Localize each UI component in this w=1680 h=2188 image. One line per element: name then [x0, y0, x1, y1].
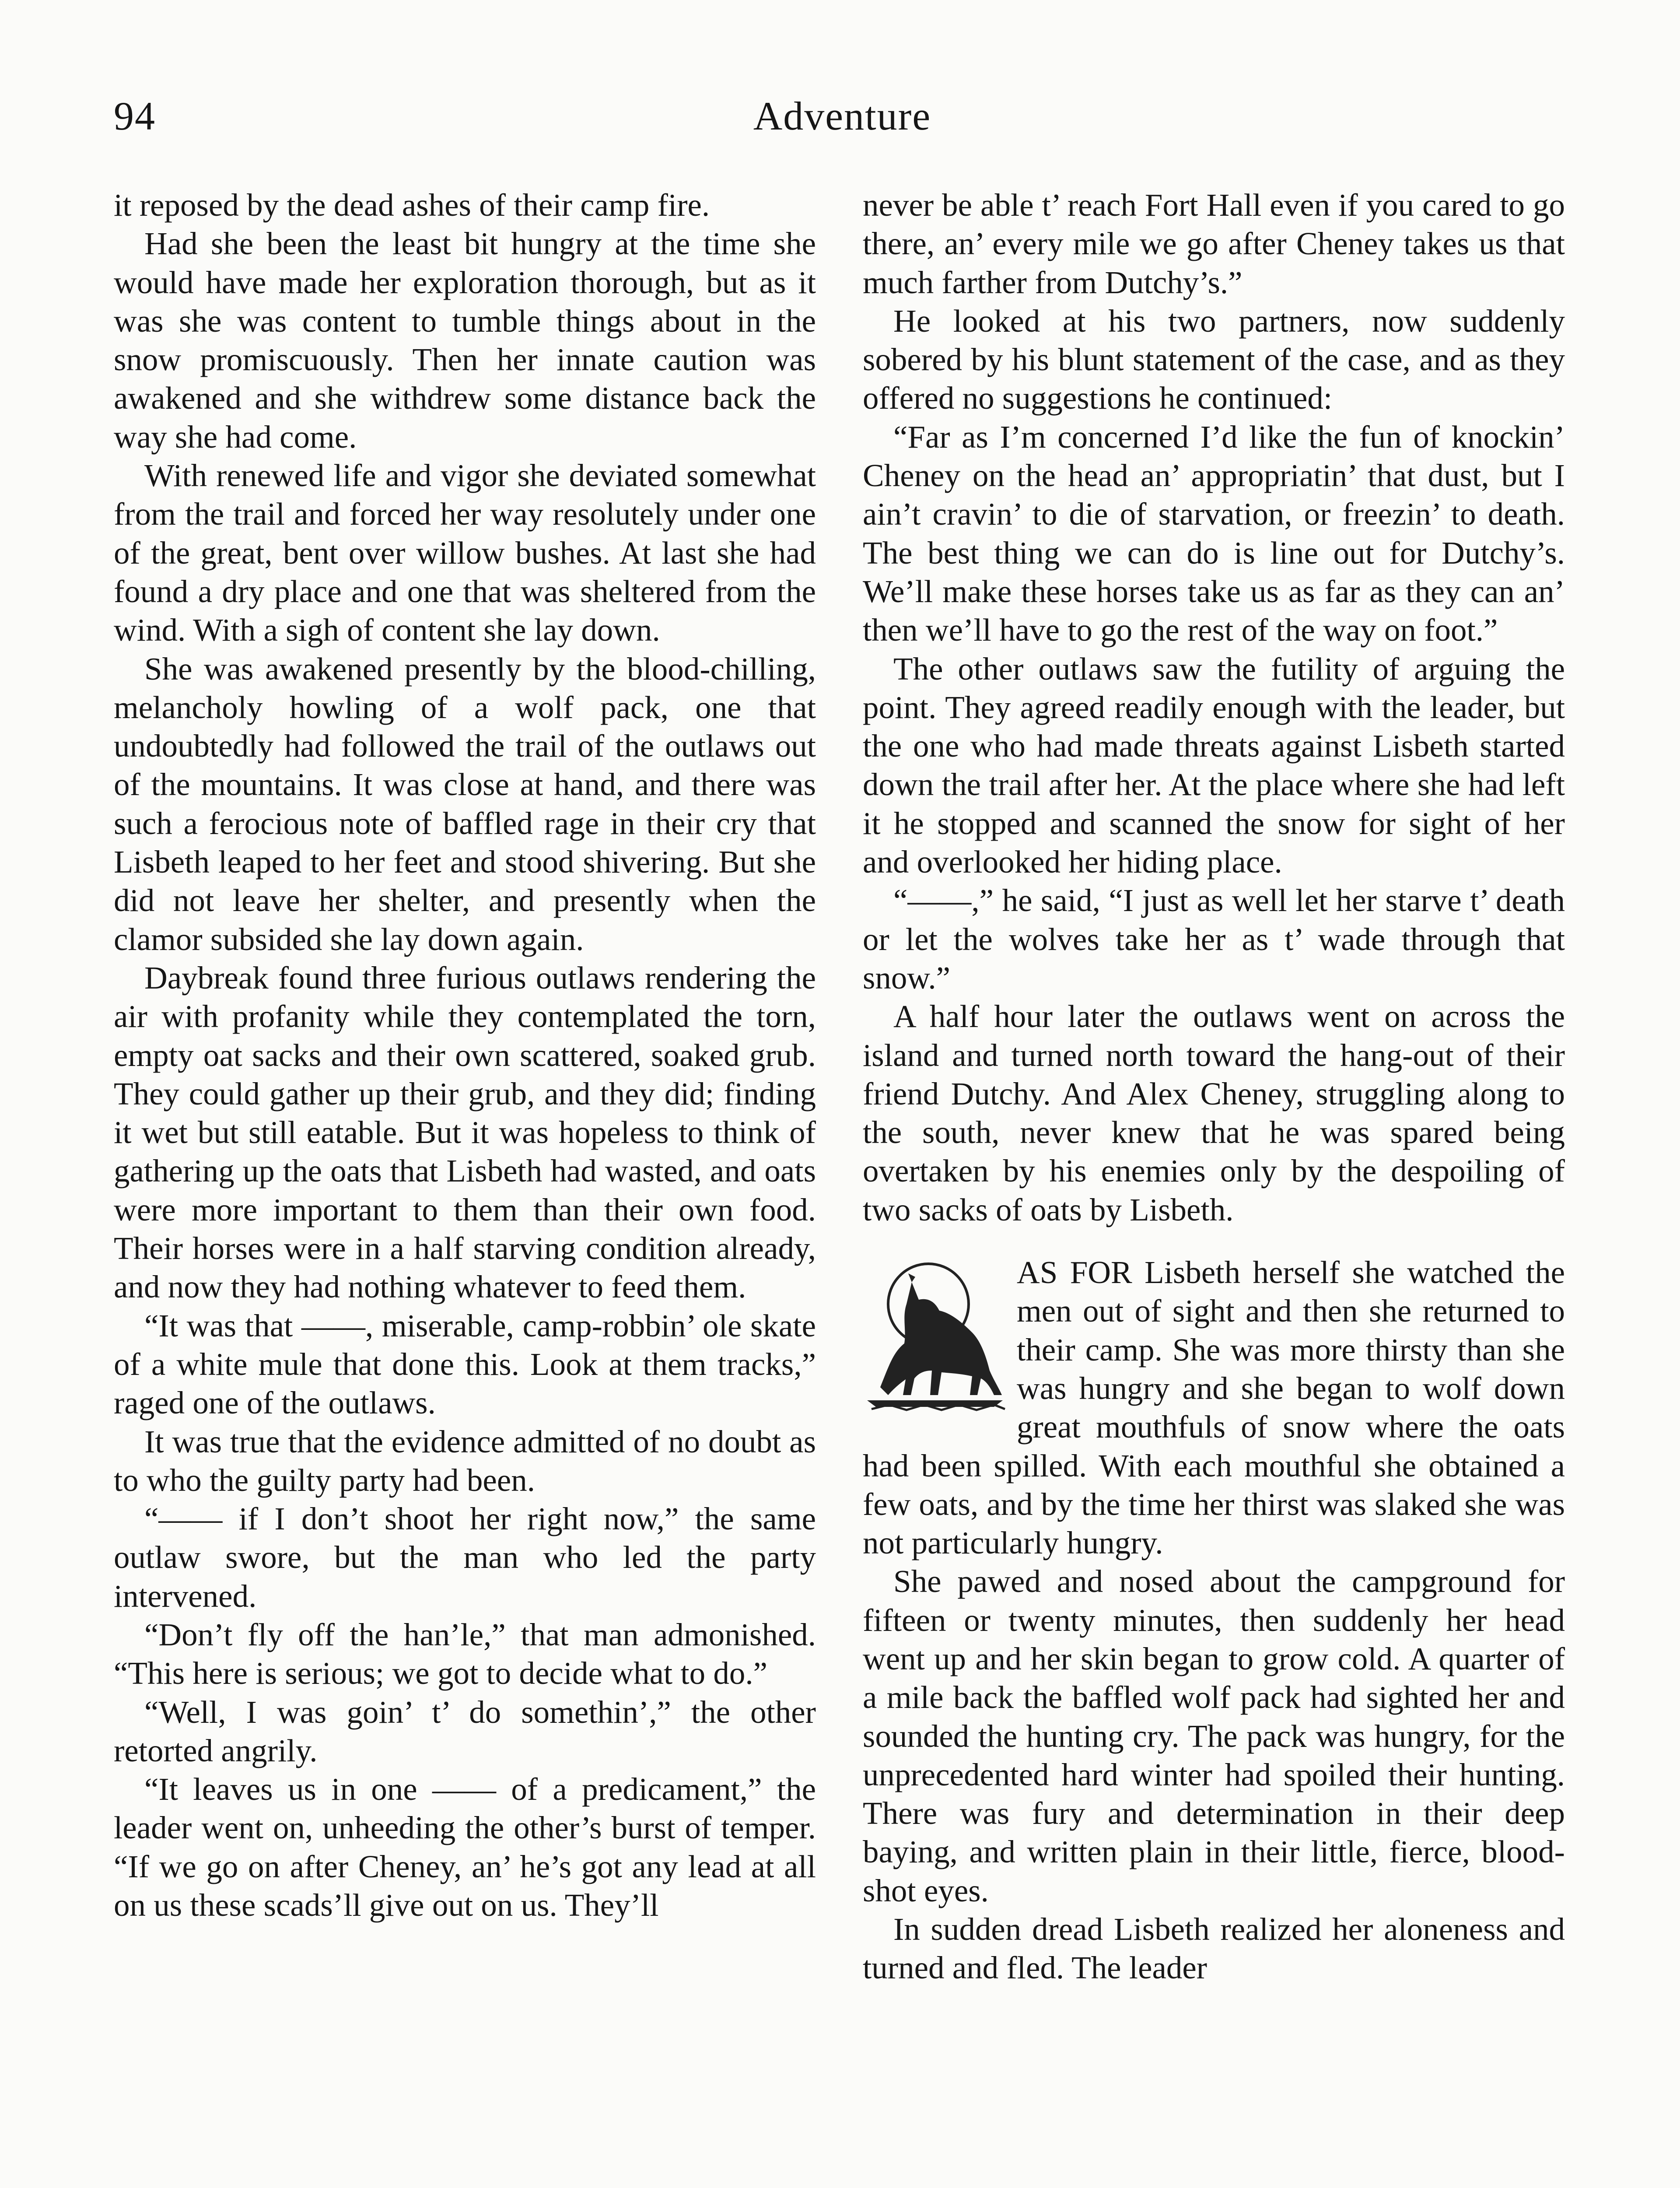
paragraph: She was awakened presently by the blood-chilling, melancholy howling of a wolf pack, one that undoubtedly had followed the trail of the outlaws out of the mountains. It was close at hand, and there was such a ferocious note of baffled rage in their cry that Lisbeth leaped to her feet and stood shivering. But she did not leave her shelter, and presently when the clamor subsided she lay down again. — [114, 651, 816, 957]
paragraph: She pawed and nosed about the campground for fifteen or twenty minutes, then suddenly her head went up and her skin began to grow cold. A quarter of a mile back the baffled wolf pack had sighted her and sounded the hunting cry. The pack was hungry, for the unprecedented hard winter had spoiled their hunting. There was fury and determination in their deep baying, and written plain in their little, fierce, blood-shot eyes. — [863, 1564, 1565, 1908]
paragraph: “It leaves us in one —— of a predicament,” the leader went on, unheeding the other’s burst of temper. “If we go on after Cheney, an’ he’s got any lead at all on us these scads’ll give out on us. They’ll — [114, 1771, 816, 1923]
paragraph: Had she been the least bit hungry at the time she would have made her exploration thorough, but as it was she was content to tumble things about in the snow promiscuously. Then her innate caution was awakened and she withdrew some distance back the way she had come. — [114, 226, 816, 455]
paragraph: In sudden dread Lisbeth realized her aloneness and turned and fled. The leader — [863, 1911, 1565, 1986]
page-header — [114, 83, 1571, 149]
paragraph: “Well, I was goin’ t’ do somethin’,” the other retorted angrily. — [114, 1694, 816, 1768]
paragraph: The other outlaws saw the futility of arguing the point. They agreed readily enough with the leader, but the one who had made threats against Lisbeth started down the trail after her. At the place where she had left it he stopped and scanned the snow for sight of her and overlooked her hiding place. — [863, 651, 1565, 880]
paragraph: “—— if I don’t shoot her right now,” the same outlaw swore, but the man who led the party intervened. — [114, 1501, 816, 1614]
paragraph: He looked at his two partners, now suddenly sobered by his blunt statement of the case, and as they offered no suggestions he continued: — [863, 303, 1565, 416]
paragraph: A half hour later the outlaws went on across the island and turned north toward the hang-out of their friend Dutchy. And Alex Cheney, struggling along to the south, never knew that he was spared being overtaken by his enemies only by the despoiling of two sacks of oats by Lisbeth. — [863, 999, 1565, 1227]
right-column — [863, 186, 1565, 1988]
paragraph: It was true that the evidence admitted of no doubt as to who the guilty party had been. — [114, 1424, 816, 1498]
running-title: Adventure — [753, 94, 931, 138]
paragraph: “It was that ——, miserable, camp-robbin’ ole skate of a white mule that done this. Look at them tracks,” raged one of the outlaws. — [114, 1308, 816, 1421]
paragraph: never be able t’ reach Fort Hall even if you cared to go there, an’ every mile we go after Cheney takes us that much farther from Dutchy’s.” — [863, 187, 1565, 300]
paragraph: AS FOR Lisbeth herself she watched the men out of sight and then she returned to their camp. She was more thirsty than she was hungry and she began to wolf down great mouthfuls of snow where the oats had been spilled. With each mouthful she obtained a few oats, and by the time her thirst was slaked she was not particularly hungry. — [863, 1255, 1565, 1561]
paragraph: “Don’t fly off the han’le,” that man admonished. “This here is serious; we got to decide what to do.” — [114, 1616, 816, 1691]
howling-wolf-icon — [863, 1256, 1007, 1413]
paragraph: “Far as I’m concerned I’d like the fun of knockin’ Cheney on the head an’ appropriatin’ that dust, but I ain’t cravin’ to die of starvation, or freezin’ to death. The best thing we can do is line out for Dutchy’s. We’ll make these horses take us as far as they can an’ then we’ll have to go the rest of the way on foot.” — [863, 419, 1565, 648]
left-column — [114, 186, 816, 1925]
paragraph: With renewed life and vigor she deviated somewhat from the trail and forced her way resolutely under one of the great, bent over willow bushes. At last she had found a dry place and one that was sheltered from the wind. With a sigh of content she lay down. — [114, 458, 816, 648]
paragraph: “——,” he said, “I just as well let her starve t’ death or let the wolves take her as t’ wade through that snow.” — [863, 883, 1565, 996]
paragraph: it reposed by the dead ashes of their camp fire. — [114, 187, 710, 223]
paragraph: Daybreak found three furious outlaws rendering the air with profanity while they contemplated the torn, empty oat sacks and their own scattered, soaked grub. They could gather up their grub, and they did; finding it wet but still eatable. But it was hopeless to think of gathering up the oats that Lisbeth had wasted, and oats were more important to them than their own food. Their horses were in a half starving condition already, and now they had nothing whatever to feed them. — [114, 960, 816, 1305]
section-break — [863, 1253, 1565, 1988]
page-number: 94 — [114, 94, 156, 138]
